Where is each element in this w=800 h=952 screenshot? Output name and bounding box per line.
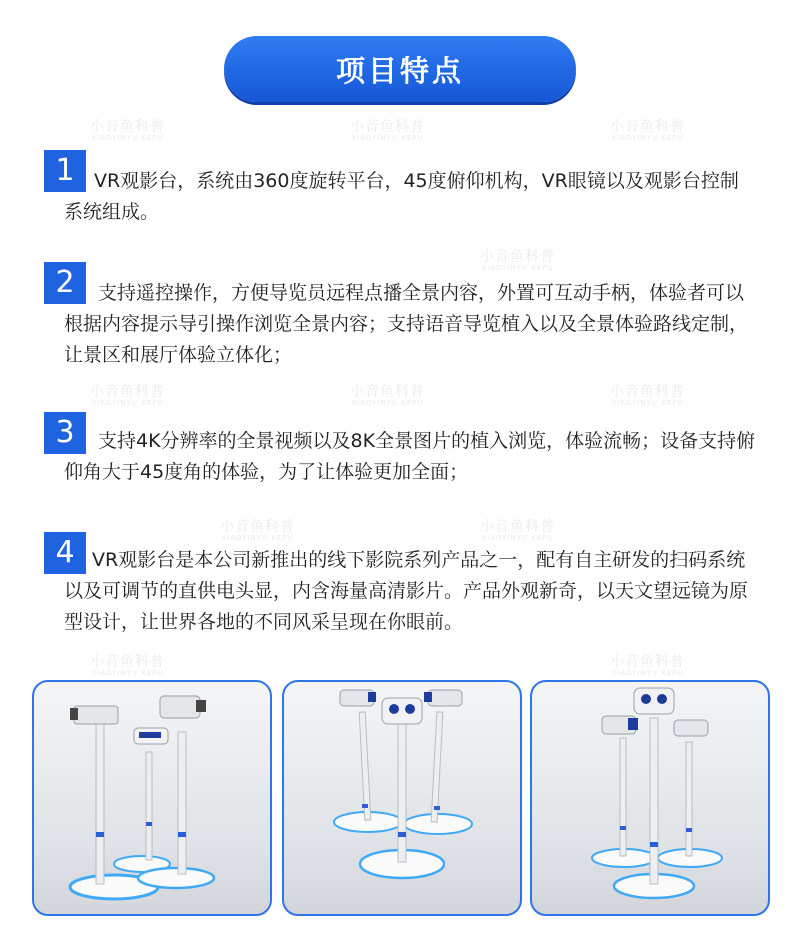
vr-stand-image xyxy=(34,682,270,914)
product-photo-1 xyxy=(32,680,272,916)
vr-stand-image xyxy=(532,682,768,914)
watermark: 小音鱼科普 XIAOYINYU KEPU xyxy=(350,384,425,408)
feature-text: VR观影台是本公司新推出的线下影院系列产品之一，配有自主研发的扫码系统以及可调节的直供电头显，内含海量高清影片。产品外观新奇，以天文望远镜为原型设计，让世界各地的不同风采呈现在你眼前。 xyxy=(64,549,749,633)
watermark: 小音鱼科普 XIAOYINYU KEPU xyxy=(480,249,555,273)
watermark: 小音鱼科普 XIAOYINYU KEPU xyxy=(610,384,685,408)
product-photo-3 xyxy=(530,680,770,916)
watermark: 小音鱼科普 XIAOYINYU KEPU xyxy=(90,654,165,678)
watermark: 小音鱼科普 XIAOYINYU KEPU xyxy=(90,119,165,143)
watermark: 小音鱼科普 XIAOYINYU KEPU xyxy=(90,384,165,408)
feature-number: 3 xyxy=(44,412,86,454)
feature-text: 支持4K分辨率的全景视频以及8K全景图片的植入浏览，体验流畅；设备支持俯仰角大于45度角的体验，为了让体验更加全面； xyxy=(64,430,756,483)
watermark: 小音鱼科普 XIAOYINYU KEPU xyxy=(610,654,685,678)
watermark: 小音鱼科普 XIAOYINYU KEPU xyxy=(220,519,295,543)
feature-text: VR观影台，系统由360度旋转平台，45度俯仰机构，VR眼镜以及观影台控制系统组成。 xyxy=(64,170,739,223)
watermark: 小音鱼科普 XIAOYINYU KEPU xyxy=(610,119,685,143)
vr-stand-image xyxy=(284,682,520,914)
feature-number: 2 xyxy=(44,262,86,304)
feature-text: 支持遥控操作，方便导览员远程点播全景内容，外置可互动手柄，体验者可以根据内容提示导引操作浏览全景内容；支持语音导览植入以及全景体验路线定制，让景区和展厅体验立体化； xyxy=(64,282,749,366)
section-title: 项目特点 xyxy=(335,53,464,88)
section-title-pill xyxy=(224,36,576,102)
feature-number: 4 xyxy=(44,532,86,574)
watermark: 小音鱼科普 XIAOYINYU KEPU xyxy=(480,519,555,543)
product-photo-2 xyxy=(282,680,522,916)
watermark: 小音鱼科普 XIAOYINYU KEPU xyxy=(350,119,425,143)
product-photos xyxy=(32,680,768,916)
feature-number: 1 xyxy=(44,150,86,192)
